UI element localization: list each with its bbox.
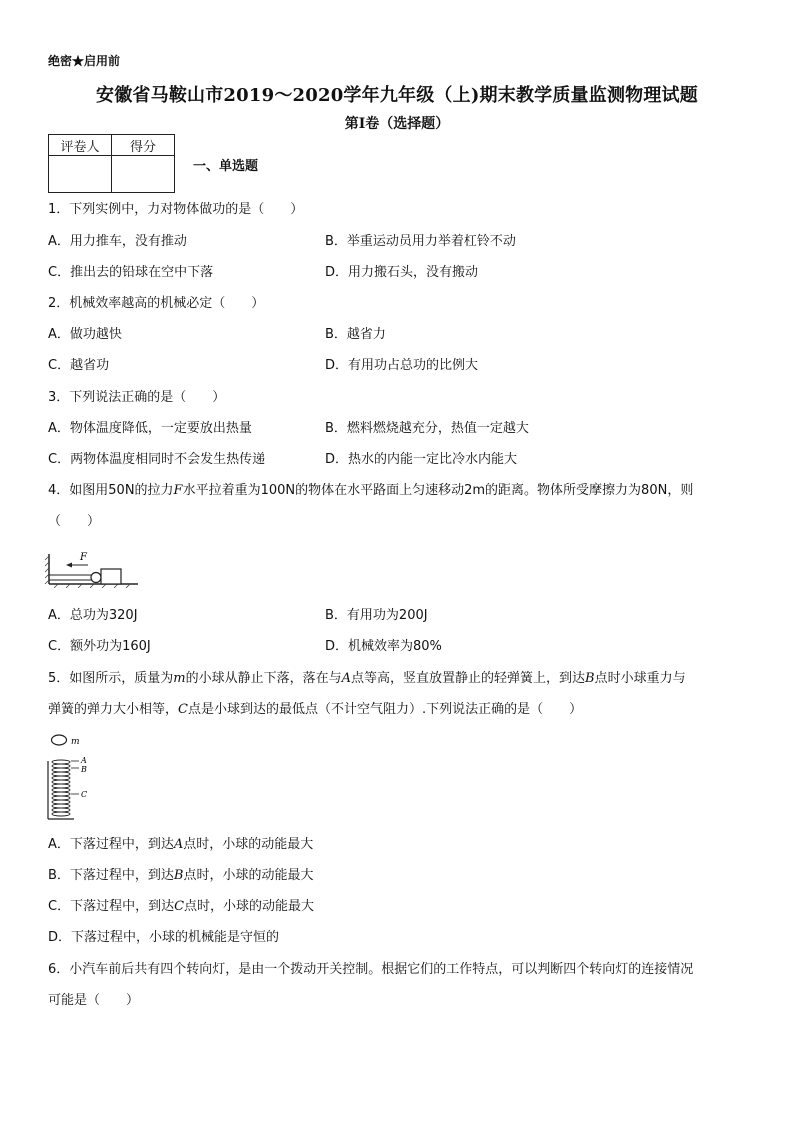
- q5-opt-point: A: [173, 837, 184, 852]
- q3-option-a[interactable]: A．物体温度降低，一定要放出热量: [48, 421, 252, 436]
- score-cell[interactable]: [112, 156, 175, 193]
- q5-point-b: B: [585, 671, 595, 686]
- label-c: C: [81, 790, 88, 799]
- q5-option-d[interactable]: D．下落过程中，小球的机械能是守恒的: [48, 930, 280, 945]
- block-object: [101, 569, 121, 584]
- q5-spring-figure: [44, 733, 104, 823]
- q5-text: 5．如图所示，质量为: [48, 671, 174, 686]
- q3-option-d[interactable]: D．热水的内能一定比冷水内能大: [325, 452, 518, 467]
- q5-opt-text: 点时，小球的动能最大: [184, 899, 315, 914]
- question-4-stem: [48, 483, 693, 499]
- force-label: F: [80, 552, 87, 563]
- q5-text: 点是小球到达的最低点（不计空气阻力）.下列说法正确的是（ ）: [187, 702, 583, 717]
- volume-title: 第I卷（选择题）: [344, 116, 450, 132]
- score-header: 得分: [112, 135, 175, 156]
- q2-option-d[interactable]: D．有用功占总功的比例大: [325, 358, 479, 373]
- q2-option-b[interactable]: B．越省力: [325, 327, 386, 342]
- q5-opt-text: 点时，小球的动能最大: [183, 837, 314, 852]
- q5-point-a: A: [341, 671, 352, 686]
- question-1-stem: 1．下列实例中，力对物体做功的是（ ）: [48, 202, 304, 217]
- q3-option-b[interactable]: B．燃料燃烧越充分，热值一定越大: [325, 421, 529, 436]
- pulley-wheel: [91, 573, 101, 583]
- exam-title: 安徽省马鞍山市2019～2020学年九年级（上)期末教学质量监测物理试题: [96, 85, 698, 106]
- q1-option-d[interactable]: D．用力搬石头，没有搬动: [325, 265, 479, 280]
- q5-opt-text: A．下落过程中，到达: [48, 837, 174, 852]
- force-arrow-head: [66, 563, 72, 568]
- label-a: A: [81, 756, 87, 765]
- q5-mass-variable: m: [173, 671, 186, 686]
- q5-text: 的小球从静止下落，落在与: [185, 671, 342, 686]
- q5-option-a[interactable]: [48, 837, 313, 853]
- q5-point-c: C: [178, 702, 188, 717]
- q4-stem-part2: 水平拉着重为100N的物体在水平路面上匀速移动2m的距离。物体所受摩擦力为80N，则: [182, 483, 694, 498]
- q5-text: 点等高，竖直放置静止的轻弹簧上，到达: [351, 671, 586, 686]
- spring-coils: [52, 760, 70, 816]
- q4-stem-part1: 4．如图用50N的拉力: [48, 483, 174, 498]
- q1-option-b[interactable]: B．举重运动员用力举着杠铃不动: [325, 234, 516, 249]
- q5-opt-point: C: [174, 899, 185, 914]
- grader-header: 评卷人: [49, 135, 112, 156]
- question-5-stem-line2: [48, 702, 582, 718]
- grader-table: [48, 134, 175, 193]
- q5-opt-text: B．下落过程中，到达: [48, 868, 174, 883]
- question-4-stem-line2: （ ）: [48, 514, 101, 529]
- ball-icon: [52, 735, 67, 745]
- q4-pulley-figure: [44, 548, 140, 588]
- q1-option-c[interactable]: C．推出去的铅球在空中下落: [48, 265, 214, 280]
- question-5-stem: [48, 671, 686, 687]
- question-2-stem: 2．机械效率越高的机械必定（ ）: [48, 296, 265, 311]
- question-6-stem-line2: 可能是（ ）: [48, 993, 140, 1008]
- ball-mass-label: m: [71, 737, 80, 747]
- q5-opt-point: B: [173, 868, 184, 883]
- question-3-stem: 3．下列说法正确的是（ ）: [48, 390, 226, 405]
- q4-option-b[interactable]: B．有用功为200J: [325, 608, 428, 623]
- confidential-label: 绝密★启用前: [48, 54, 121, 68]
- q4-option-d[interactable]: D．机械效率为80%: [325, 639, 442, 654]
- q5-text: 点时小球重力与: [594, 671, 686, 686]
- q4-force-variable: F: [173, 483, 183, 498]
- q5-option-c[interactable]: [48, 899, 314, 915]
- q2-option-a[interactable]: A．做功越快: [48, 327, 122, 342]
- q5-opt-text: 点时，小球的动能最大: [183, 868, 314, 883]
- q5-opt-text: C．下落过程中，到达: [48, 899, 175, 914]
- q2-option-c[interactable]: C．越省功: [48, 358, 110, 373]
- q4-option-c[interactable]: C．额外功为160J: [48, 639, 151, 654]
- q1-option-a[interactable]: A．用力推车，没有推动: [48, 234, 187, 249]
- q5-option-b[interactable]: [48, 868, 314, 884]
- label-b: B: [81, 765, 87, 774]
- q3-option-c[interactable]: C．两物体温度相同时不会发生热传递: [48, 452, 266, 467]
- grader-cell[interactable]: [49, 156, 112, 193]
- q5-text: 弹簧的弹力大小相等，: [48, 702, 179, 717]
- q4-option-a[interactable]: A．总功为320J: [48, 608, 138, 623]
- section-heading: 一、单选题: [193, 159, 259, 174]
- question-6-stem: 6．小汽车前后共有四个转向灯，是由一个拨动开关控制。根据它们的工作特点，可以判断四个转向灯的连接情况: [48, 962, 694, 977]
